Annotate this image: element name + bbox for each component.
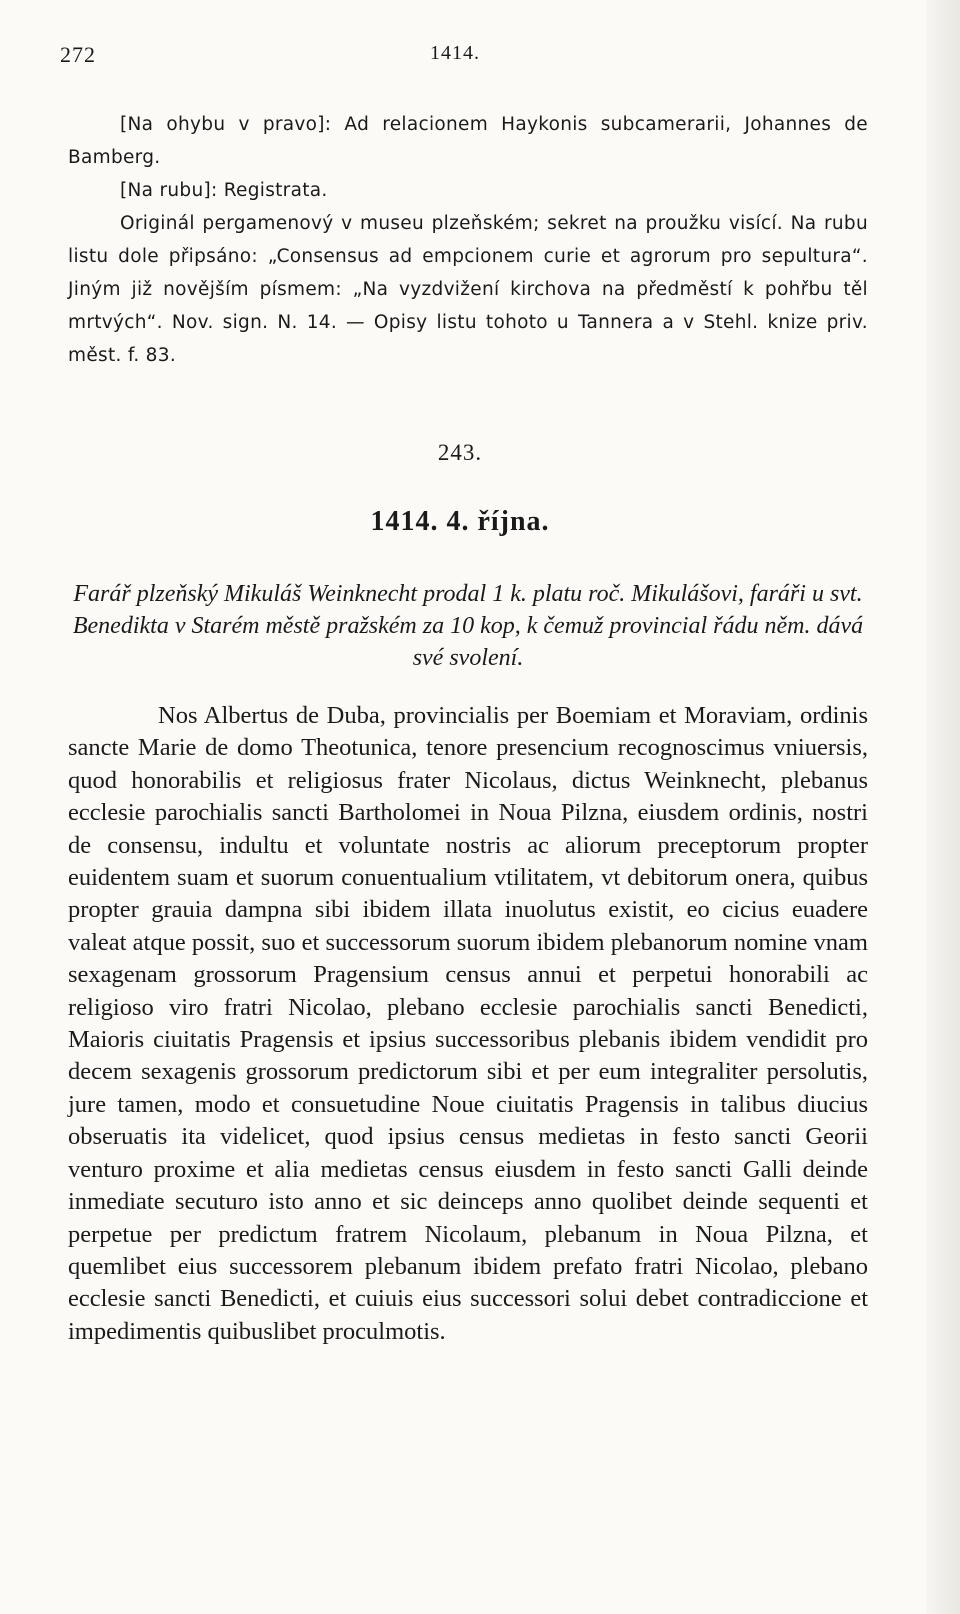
note-original: Originál pergamenový v museu plzeňském; sekret na proužku visící. Na rubu listu dole připsáno: „Consensus ad empcionem curie et agrorum pro sepultura“. Jiným již novějším písmem: „Na vyzdvižení kirchova na předměstí k pohřbu těl mrtvých“. Nov. sign. N. 14. — Opisy listu tohoto u Tannera a v Stehl. knize priv. měst. f. 83. xyxy=(68,213,868,366)
note-verso: [Na rubu]: Registrata. xyxy=(120,180,328,201)
document-date: 1414. 4. října. xyxy=(370,506,550,537)
charter-paragraph: Nos Albertus de Duba, provincialis per Boemiam et Moraviam, ordinis sancte Marie de domo Theotunica, tenore presencium recognoscimus vniuersis, quod honorabilis et religiosus frater Nicolaus, dictus Weinknecht, plebanus ecclesie parochialis sancti Bartholomei in Noua Pilzna, eiusdem ordinis, nostri de consensu, indultu et voluntate nostris ac aliorum preceptorum propter euidentem suam et suorum conuentualium vtilitatem, vt debitorum onera, quibus propter grauia dampna sibi ibidem illata inuolutus existit, eo cicius euadere valeat atque possit, suo et successorum suorum ibidem plebanorum nomine vnam sexagenam grossorum Pragensium census annui et perpetui honorabili ac religioso viro fratri Nicolao, plebano ecclesie parochialis sancti Benedicti, Maioris ciuitatis Pragensis et ipsius successoribus plebanis ibidem vendidit pro decem sexagenis grossorum predictorum sibi et per eum integraliter persolutis, jure tamen, modo et consuetudine Noue ciuitatis Pragensis in talibus diucius obseruatis ita videlicet, quod ipsius census medietas in festo sancti Georii venturo proxime et alia medietas census eiusdem in festo sancti Galli deinde inmediate secuturo isto anno et sic deinceps anno quolibet deinde sequenti et perpetue per predictum fratrem Nicolaum, plebanum in Noua Pilzna, et quemlibet eius successorem plebanum ibidem prefato fratri Nicolao, plebano ecclesie sancti Benedicti, et cuiuis eius successori solui debet contradiccione et impedimentis quibuslibet proculmotis. xyxy=(68,702,868,1345)
charter-text xyxy=(68,700,868,1348)
document-number: 243. xyxy=(437,440,483,465)
running-head xyxy=(60,42,880,72)
page-number: 272 xyxy=(60,42,96,67)
running-year: 1414. xyxy=(430,42,480,64)
regest-summary: Farář plzeňský Mikuláš Weinknecht prodal 1 k. platu roč. Mikulášovi, faráři u svt. Benedikta v Starém městě pražském za 10 kop, k čemuž provincial řádu něm. dává své svolení. xyxy=(72,581,864,671)
page-edge-shadow xyxy=(926,0,960,1614)
note-fold: [Na ohybu v pravo]: Ad relacionem Haykonis subcamerarii, Johannes de Bamberg. xyxy=(68,114,868,168)
editorial-notes xyxy=(68,108,868,372)
